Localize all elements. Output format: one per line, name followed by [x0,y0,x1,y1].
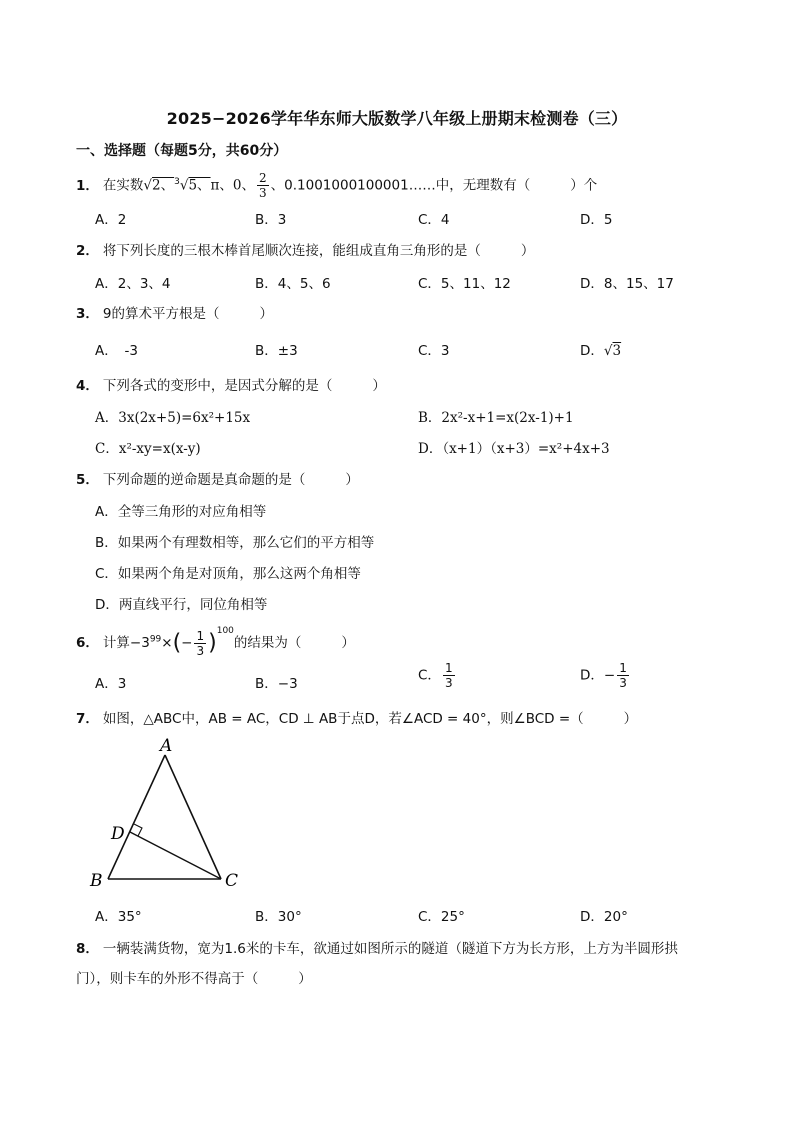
option-b: B．−3 [255,676,298,692]
option-d: D．− $\frac{1}{3}$ [580,661,627,690]
option-c: C． $\frac{1}{3}$ [418,661,453,690]
question-6: 6． 计算$-3^{99}\times(-$ $\frac{1}{3}$ )$^{100}$的结果为（ ） [76,626,355,658]
option-a: A．35° [95,909,142,925]
question-8: 8． 一辆装满货物，宽为1.6米的卡车，欲通过如图所示的隧道（隧道下方为长方形，上方为半圆形拱 [76,941,678,957]
option-b: B．3 [255,212,287,228]
option-a: A．3 [95,676,127,692]
option-c: C．如果两个角是对顶角，那么这两个角相等 [95,566,361,582]
option-b: B．±3 [255,343,298,359]
question-7: 7． 如图，△ABC中，AB = AC，CD ⊥ AB于点D，若∠ACD = 40°，则∠BCD =（ ） [76,711,638,727]
option-c: C．5、11、12 [418,276,511,292]
exam-title: 2025−2026学年华东师大版数学八年级上册期末检测卷（三） [166,109,628,128]
option-a: A．2 [95,212,127,228]
option-a: A．2、3、4 [95,276,171,292]
option-d: D．5 [580,212,613,228]
option-c: C．25° [418,909,465,925]
question-4: 4． 下列各式的变形中，是因式分解的是（ ） [76,378,386,394]
question-2: 2． 将下列长度的三根木棒首尾顺次连接，能组成直角三角形的是（ ） [76,243,535,259]
question-5: 5． 下列命题的逆命题是真命题的是（ ） [76,472,359,488]
side-ab [108,755,165,879]
option-d: D．20° [580,909,628,925]
option-c: C．3 [418,343,450,359]
side-ac [165,755,221,879]
option-d: D．（x+1）（x+3）=x²+4x+3 [418,441,610,457]
fraction: $\frac{2}{3}$ [259,171,267,200]
option-d: D．8、15、17 [580,276,674,292]
option-b: B．4、5、6 [255,276,331,292]
label-c: C [225,871,239,891]
triangle-figure [88,736,258,896]
label-a: A [160,736,173,756]
section-heading: 一、选择题（每题5分，共60分） [76,143,288,159]
option-a: A．3x(2x+5)=6x²+15x [95,410,251,426]
option-c: C．4 [418,212,450,228]
option-a: A．全等三角形的对应角相等 [95,504,267,520]
option-a: A． -3 [95,343,138,359]
option-b: B．30° [255,909,302,925]
option-b: B．2x²-x+1=x(2x-1)+1 [418,410,574,426]
label-b: B [90,871,103,891]
option-b: B．如果两个有理数相等，那么它们的平方相等 [95,535,375,551]
segment-cd [130,832,221,879]
option-c: C．x²-xy=x(x-y) [95,441,201,457]
question-8-continued: 门），则卡车的外形不得高于（ ） [76,971,312,987]
question-1: 1． 在实数√2、$^3$√5、π、0、 $\frac{2}{3}$ 、0.1001000100001……中，无理数有（ ）个 [76,171,598,200]
option-d: D．两直线平行，同位角相等 [95,597,268,613]
option-d: D．√3 [580,343,622,359]
question-number: 1． [76,177,99,194]
label-d: D [111,824,125,844]
question-3: 3． 9的算术平方根是（ ） [76,306,273,322]
